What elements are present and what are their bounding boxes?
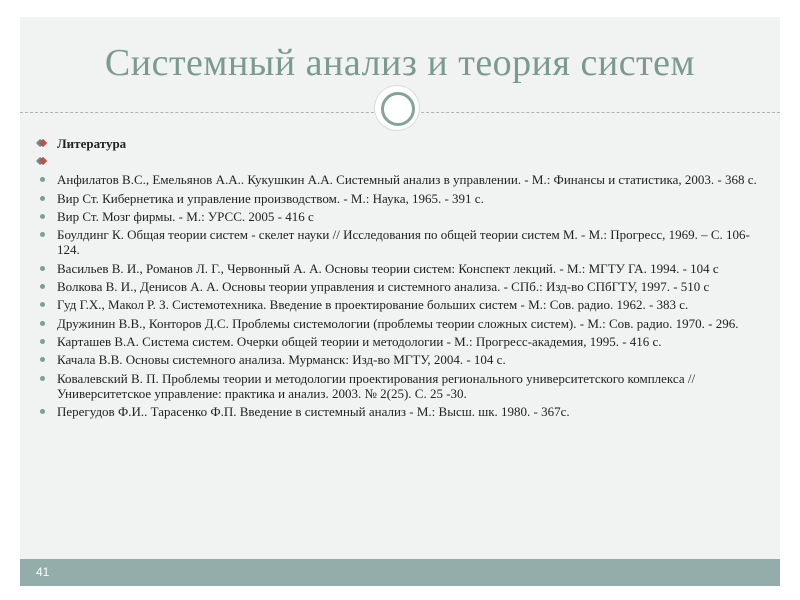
list-item	[38, 209, 763, 224]
circle-ornament-inner	[381, 92, 415, 126]
dot-bullet-icon	[40, 357, 45, 362]
circle-ornament-icon	[375, 86, 419, 130]
list-item	[38, 404, 763, 419]
dot-bullet-icon	[40, 376, 45, 381]
dot-bullet-icon	[40, 214, 45, 219]
reference-text: Анфилатов В.С., Емельянов А.А.. Кукушкин А.А. Системный анализ в управлении. - М.: Финансы и статистика, 2003. - 368 с.	[57, 172, 757, 188]
reference-text: Перегудов Ф.И.. Тарасенко Ф.П. Введение в системный анализ - М.: Высш. шк. 1980. - 367с.	[57, 404, 570, 420]
dot-bullet-icon	[40, 339, 45, 344]
diamond-bullet-icon	[39, 157, 47, 165]
list-item	[38, 227, 763, 258]
list-item	[38, 191, 763, 206]
list-heading	[38, 136, 763, 151]
reference-text: Вир Ст. Мозг фирмы. - М.: УРСС. 2005 - 416 с	[57, 208, 314, 224]
literature-list	[38, 136, 763, 422]
list-item	[38, 371, 763, 402]
list-item	[38, 316, 763, 331]
dot-bullet-icon	[40, 409, 45, 414]
reference-text: Карташев В.А. Система систем. Очерки общей теории и методологии - М.: Прогресс-академия, 1995. - 416 с.	[57, 333, 662, 349]
slide-title: Системный анализ и теория систем	[104, 42, 696, 84]
list-item	[38, 352, 763, 367]
footer-bar	[20, 559, 780, 586]
dot-bullet-icon	[40, 284, 45, 289]
dot-bullet-icon	[40, 232, 45, 237]
dot-bullet-icon	[40, 321, 45, 326]
slide	[20, 17, 780, 586]
list-item	[38, 334, 763, 349]
reference-text: Ковалевский В. П. Проблемы теории и методологии проектирования регионального университетского комплекса // Университетское управление: практика и анализ. 2003. № 2(25). С. 25 -30.	[57, 370, 696, 401]
empty-list-item	[38, 154, 763, 169]
dot-bullet-icon	[40, 302, 45, 307]
list-item	[38, 172, 763, 187]
reference-text: Вир Ст. Кибернетика и управление производством. - М.: Наука, 1965. - 391 с.	[57, 190, 484, 206]
reference-text: Волкова В. И., Денисов А. А. Основы теории управления и системного анализа. - СПб.: Изд-во СПбГТУ, 1997. - 510 с	[57, 279, 710, 295]
page-number: 41	[36, 565, 50, 579]
list-item	[38, 279, 763, 294]
reference-text: Дружинин В.В., Конторов Д.С. Проблемы системологии (проблемы теории сложных систем). - М.: Сов. радио. 1970. - 296.	[57, 315, 739, 331]
reference-text: Боулдинг К. Общая теории систем - скелет науки // Исследования по общей теории систем М. - М.: Прогресс, 1969. – С. 106-124.	[57, 227, 750, 258]
list-item	[38, 261, 763, 276]
reference-text: Гуд Г.Х., Макол Р. З. Системотехника. Введение в проектирование больших систем - М.: Сов. радио. 1962. - 383 с.	[57, 297, 689, 313]
diamond-bullet-icon	[39, 139, 47, 147]
dot-bullet-icon	[40, 177, 45, 182]
dot-bullet-icon	[40, 266, 45, 271]
list-item	[38, 297, 763, 312]
heading-text: Литература	[57, 136, 127, 151]
reference-text: Качала В.В. Основы системного анализа. Мурманск: Изд-во МГТУ, 2004. - 104 с.	[57, 352, 506, 368]
reference-text: Васильев В. И., Романов Л. Г., Червонный А. А. Основы теории систем: Конспект лекций. - М.: МГТУ ГА. 1994. - 104 с	[57, 260, 719, 276]
dot-bullet-icon	[40, 196, 45, 201]
